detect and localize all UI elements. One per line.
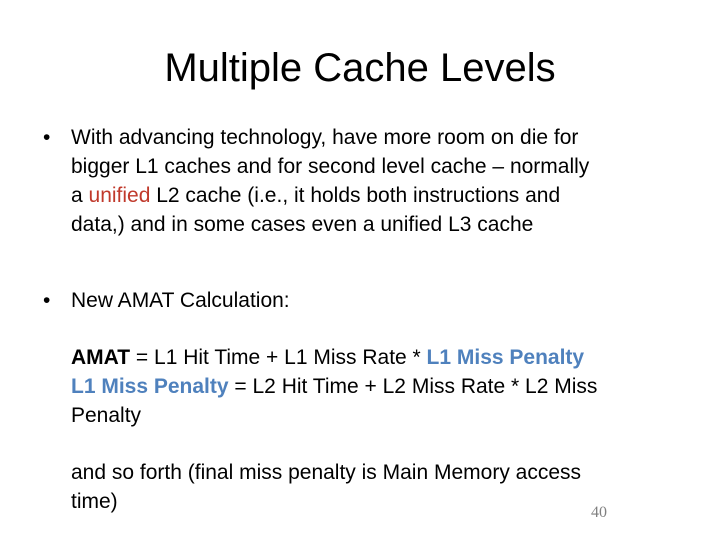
formula-line: Penalty bbox=[71, 404, 142, 427]
closing-line: time) bbox=[71, 490, 118, 513]
formula-line bbox=[71, 343, 711, 372]
formula-middle: = L1 Hit Time + L1 Miss Rate * bbox=[130, 346, 427, 369]
page-number: 40 bbox=[591, 504, 607, 521]
closing-line: and so forth (final miss penalty is Main Memory access bbox=[71, 461, 582, 484]
bullet-line: data,) and in some cases even a unified L3 cache bbox=[71, 213, 534, 236]
bullet-icon: • bbox=[43, 126, 51, 149]
bullet-line bbox=[71, 181, 701, 210]
unified-highlight: unified bbox=[88, 184, 151, 207]
amat-formula bbox=[71, 343, 711, 430]
l1-miss-penalty-highlight: L1 Miss Penalty bbox=[71, 375, 229, 398]
bullet-line-prefix: a bbox=[71, 184, 89, 207]
l1-miss-penalty-highlight: L1 Miss Penalty bbox=[426, 346, 585, 369]
closing-text bbox=[71, 458, 711, 516]
bullet-line: bigger L1 caches and for second level cache – normally bbox=[71, 155, 590, 178]
bullet-text: New AMAT Calculation: bbox=[71, 289, 290, 312]
formula-line bbox=[71, 372, 711, 401]
bullet-line: With advancing technology, have more room on die for bbox=[71, 126, 579, 149]
bullet-text bbox=[71, 123, 701, 239]
amat-term: AMAT bbox=[71, 346, 131, 369]
formula-rest: = L2 Hit Time + L2 Miss Rate * L2 Miss bbox=[228, 375, 598, 398]
bullet-line-suffix: L2 cache (i.e., it holds both instructions and bbox=[150, 184, 561, 207]
bullet-icon: • bbox=[43, 289, 51, 312]
slide-title: Multiple Cache Levels bbox=[164, 46, 556, 90]
